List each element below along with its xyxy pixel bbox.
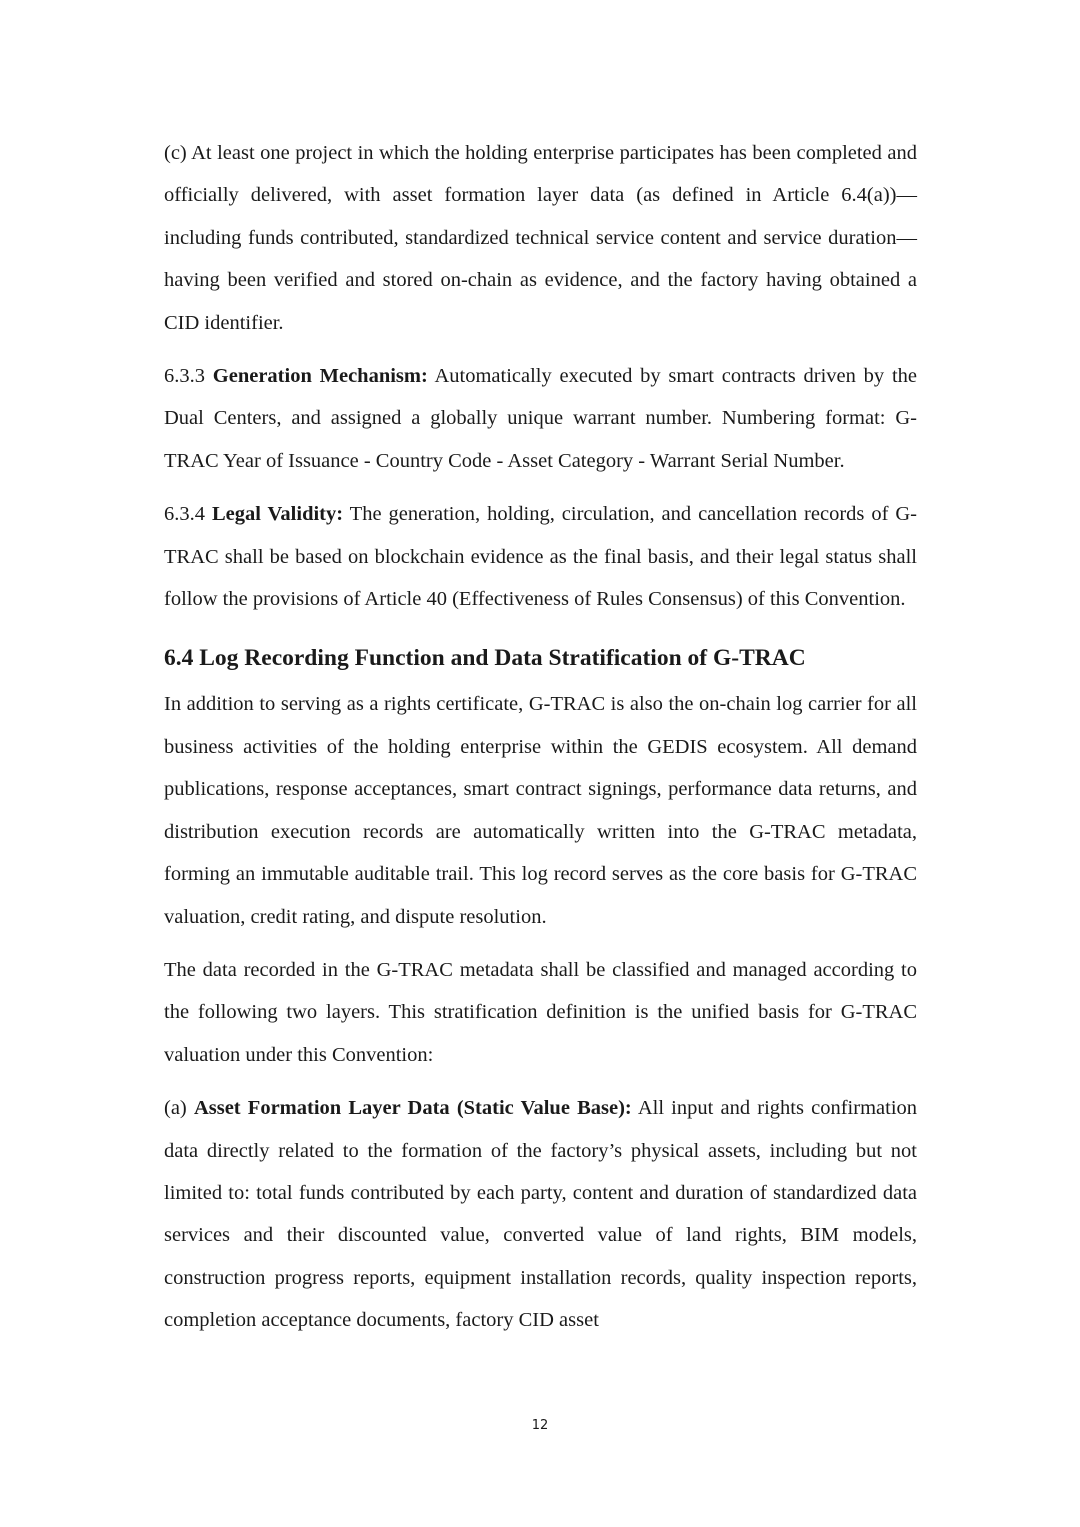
clause-text: Automatically executed by smart contracts driven by the Dual Centers, and assigned a globally unique warrant number. Numbering format: G-TRAC Year of Issuance - Country Code - Asset Category - Warrant Serial Number.: [164, 365, 917, 472]
section-heading-6-4: 6.4 Log Recording Function and Data Stratification of G-TRAC: [164, 645, 806, 672]
page-number: 12: [531, 1418, 549, 1433]
paragraph-6-3-3: [164, 355, 917, 482]
clause-text: The generation, holding, circulation, and cancellation records of G-TRAC shall be based on blockchain evidence as the final basis, and their legal status shall follow the provisions of Article 40 (Effectiveness of Rules Consensus) of this Convention.: [164, 503, 917, 611]
clause-label-legal-validity: Legal Validity:: [211, 503, 344, 526]
clause-prefix: (a): [164, 1097, 187, 1120]
paragraph-log-recording: In addition to serving as a rights certificate, G-TRAC is also the on-chain log carrier for all business activities of the holding enterprise within the GEDIS ecosystem. All demand publications, response acceptances, smart contract signings, performance data returns, and distribution execution records are automatically written into the G-TRAC metadata, forming an immutable auditable trail. This log record serves as the core basis for G-TRAC valuation, credit rating, and dispute resolution.: [164, 693, 917, 928]
clause-number: 6.3.3: [164, 365, 205, 388]
clause-text: All input and rights confirmation data directly related to the formation of the factory’s physical assets, including but not limited to: total funds contributed by each party, content and duration of standardized data services and their discounted value, converted value of land rights, BIM models, construction progress reports, equipment installation records, quality inspection reports, completion acceptance documents, factory CID asset: [164, 1097, 918, 1332]
paragraph-clause-c: (c) At least one project in which the holding enterprise participates has been completed and officially delivered, with asset formation layer data (as defined in Article 6.4(a))—including funds contributed, standardized technical service content and service duration—having been verified and stored on-chain as evidence, and the factory having obtained a CID identifier.: [164, 142, 917, 334]
clause-label-asset-formation: Asset Formation Layer Data (Static Value Base):: [193, 1097, 632, 1120]
document-body: [164, 132, 917, 1342]
clause-number: 6.3.4: [164, 503, 205, 526]
paragraph-data-stratification: The data recorded in the G-TRAC metadata shall be classified and managed according to the following two layers. This stratification definition is the unified basis for G-TRAC valuation under this Convention:: [164, 958, 917, 1066]
clause-label-generation-mechanism: Generation Mechanism:: [212, 365, 428, 388]
paragraph-clause-a: [164, 1087, 917, 1341]
paragraph-6-3-4: [164, 493, 917, 620]
